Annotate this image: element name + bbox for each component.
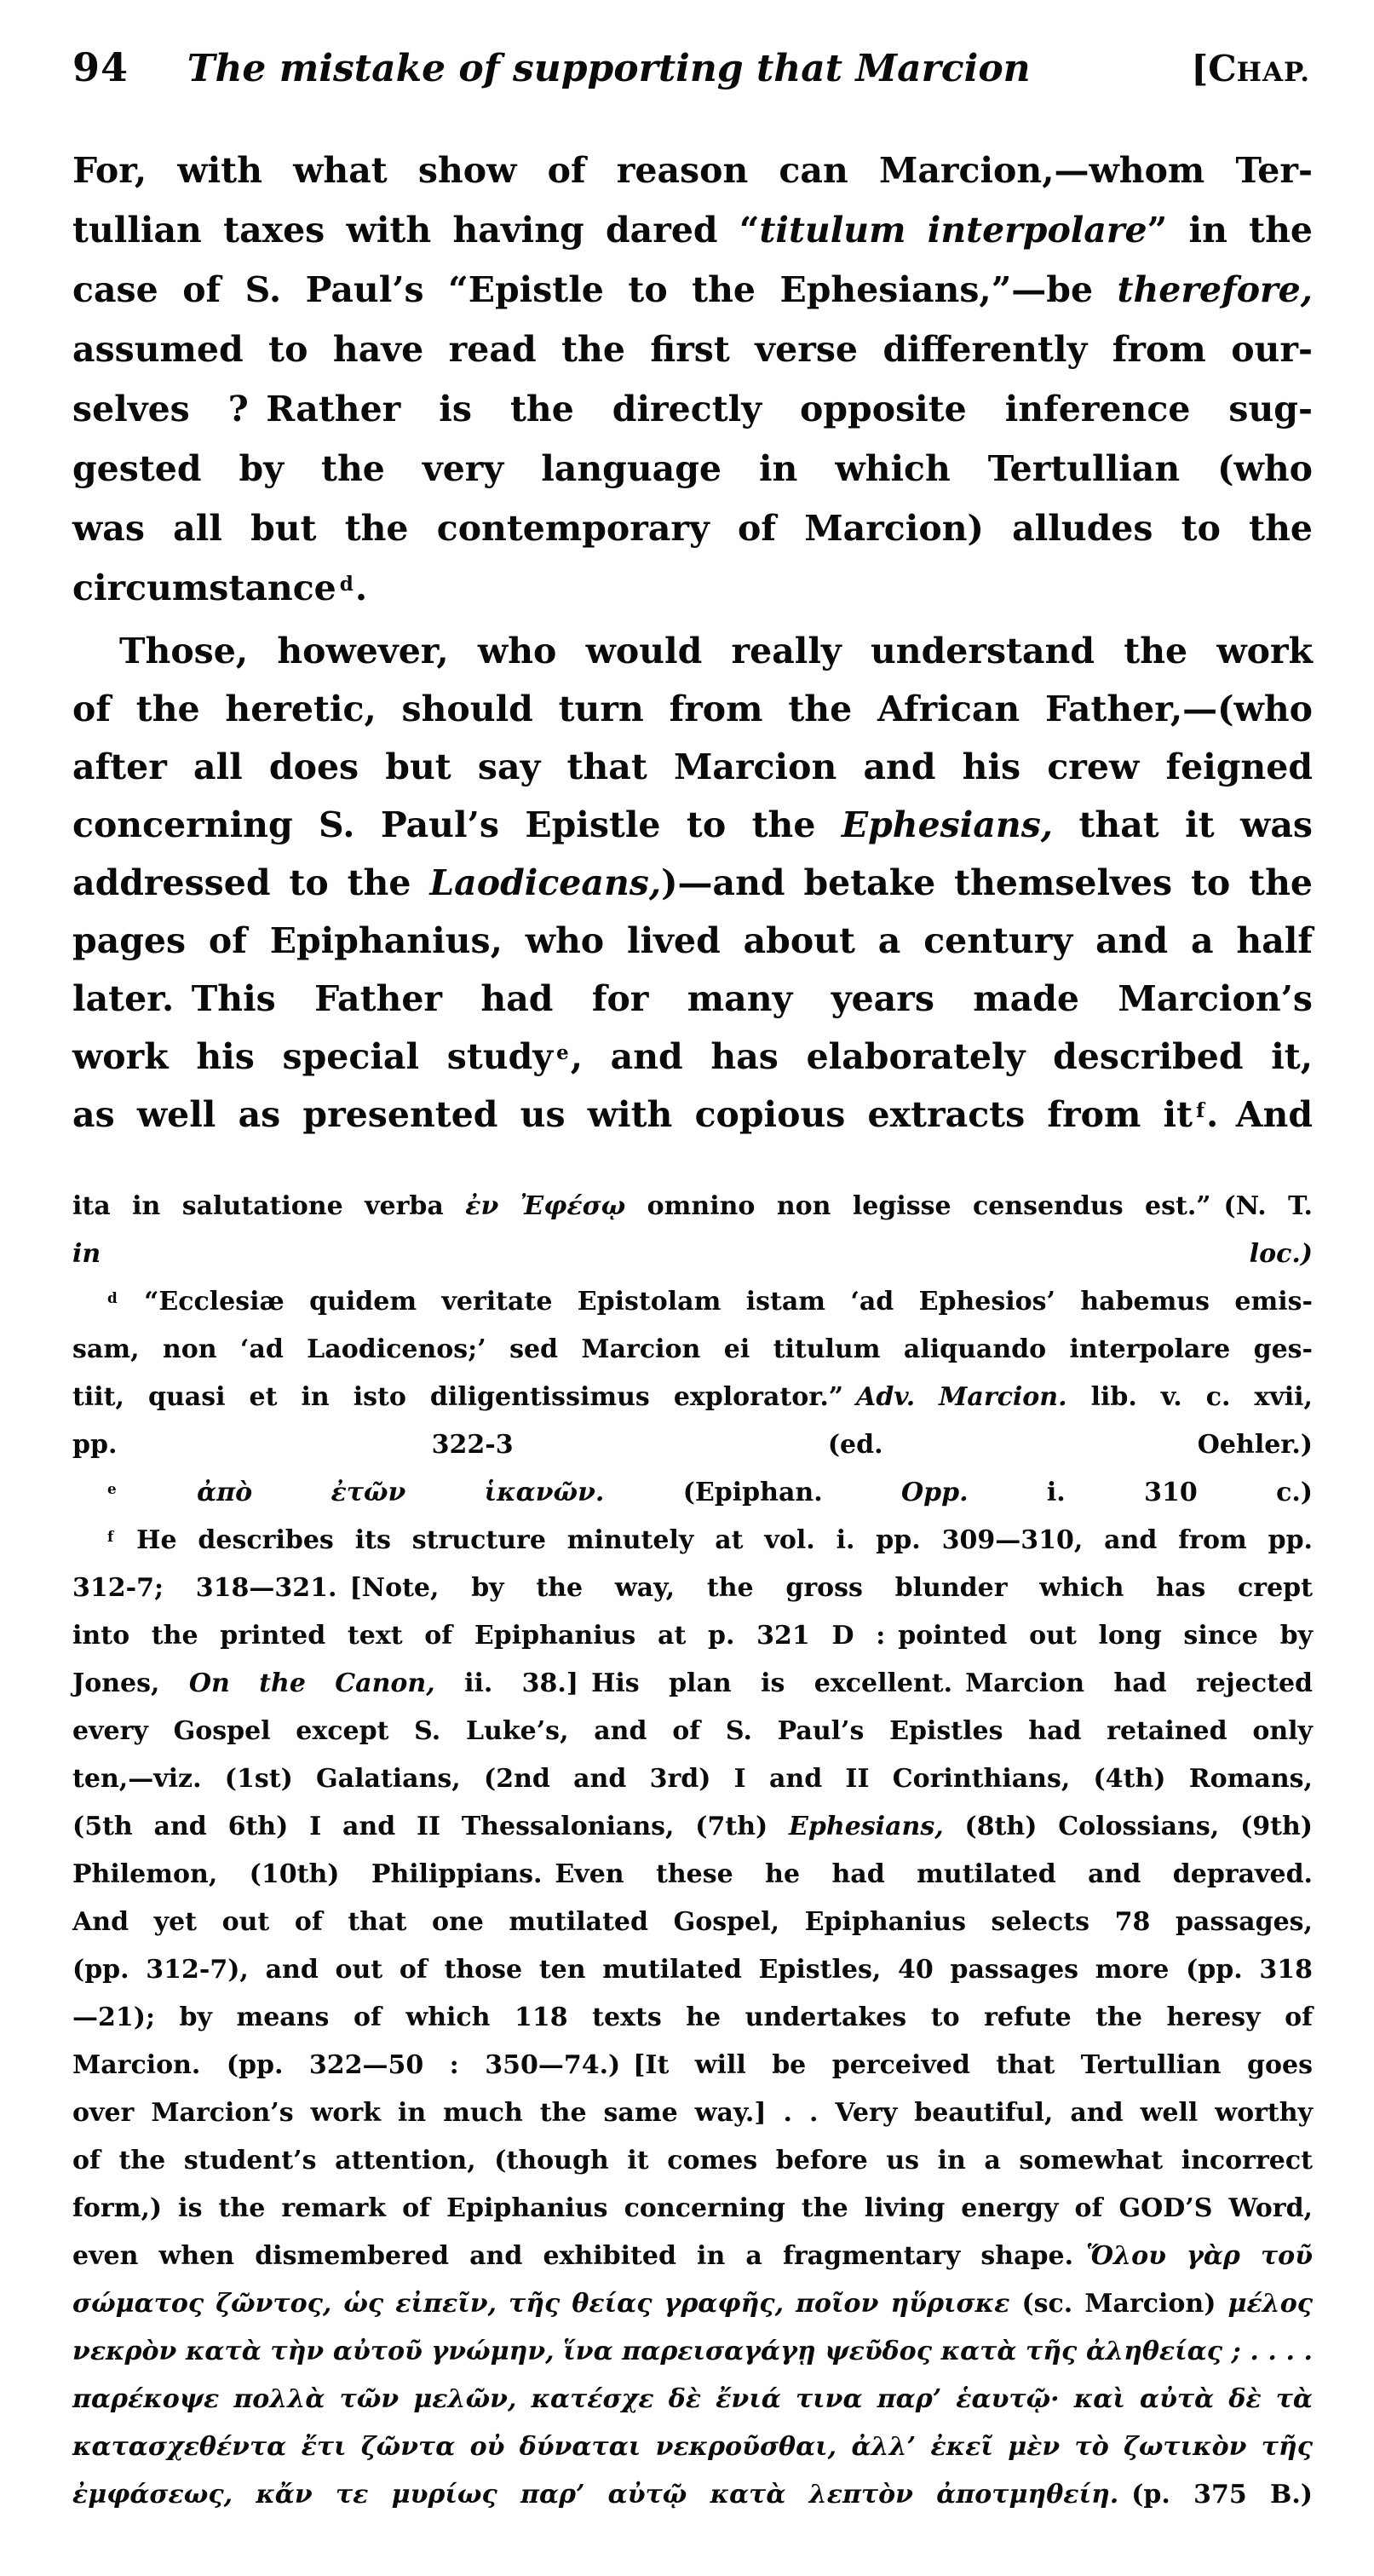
text-line: selves ? Rather is the directly opposite inference sug- [72, 389, 1313, 429]
page-number: 94 [72, 44, 129, 90]
chapter-label-smallcaps: HAP. [1236, 57, 1310, 88]
text-line: over Marcion’s work in much the same way.] . . Very beautiful, and well worthy [72, 2098, 1313, 2128]
text-line: concerning S. Paul’s Epistle to the Ephesians, that it was [72, 804, 1314, 845]
text-line: ita in salutatione verba ἐν Ἐφέσῳ omnino non legisse censendus est.” (N. T. [72, 1191, 1313, 1221]
text-line: every Gospel except S. Luke’s, and of S. Paul’s Epistles had retained only [72, 1716, 1313, 1746]
text-line: Jones, On the Canon, ii. 38.] His plan is excellent. Marcion had rejected [72, 1668, 1314, 1698]
text-line: Philemon, (10th) Philippians. Even these he had mutilated and depraved. [72, 1859, 1313, 1889]
text-line: pages of Epiphanius, who lived about a century and a half [72, 920, 1313, 961]
text-line: κατασχεθέντα ἔτι ζῶντα οὐ δύναται νεκροῦσθαι, ἀλλ’ ἐκεῖ μὲν τὸ ζωτικὸν τῆς [72, 2432, 1313, 2462]
text-line: even when dismembered and exhibited in a fragmentary shape. Ὅλου γὰρ τοῦ [72, 2241, 1314, 2271]
text-line: in loc.) [72, 1239, 1313, 1269]
text-line: ten,—viz. (1st) Galatians, (2nd and 3rd) I and II Corinthians, (4th) Romans, [72, 1764, 1313, 1794]
text-line: circumstance $^d$. [72, 568, 368, 608]
text-line: νεκρὸν κατὰ τὴν αὐτοῦ γνώμην, ἵνα παρεισαγάγῃ ψεῦδος κατὰ τῆς ἀληθείας ; . . . . [72, 2337, 1313, 2366]
text-line: form,) is the remark of Epiphanius concerning the living energy of GOD’S Word, [72, 2193, 1313, 2223]
text-line: And yet out of that one mutilated Gospel, Epiphanius selects 78 passages, [72, 1907, 1313, 1937]
footnote-marker: e [556, 1040, 569, 1064]
text-line: Those, however, who would really understand the work [119, 631, 1313, 671]
text-line: tullian taxes with having dared “titulum interpolare” in the [72, 210, 1314, 251]
text-line: —21); by means of which 118 texts he undertakes to refute the heresy of [72, 2003, 1313, 2032]
text-line: into the printed text of Epiphanius at p. 321 D : pointed out long since by [72, 1621, 1313, 1651]
text-line: gested by the very language in which Tertullian (who [72, 448, 1313, 489]
text-line: παρέκοψε πολλὰ τῶν μελῶν, κατέσχε δὲ ἔνιά τινα παρ’ ἑαυτῷ· καὶ αὐτὰ δὲ τὰ [72, 2384, 1313, 2414]
text-line: pp. 322-3 (ed. Oehler.) [72, 1430, 1313, 1460]
text-line: tiit, quasi et in isto diligentissimus explorator.” Adv. Marcion. lib. v. c. xvii, [72, 1382, 1313, 1412]
text-line: as well as presented us with copious extracts from it $^f$. And [72, 1094, 1313, 1135]
text-line: sam, non ‘ad Laodicenos;’ sed Marcion ei titulum aliquando interpolare ges- [72, 1334, 1313, 1364]
text-line: $^d$ “Ecclesiæ quidem veritate Epistolam istam ‘ad Ephesios’ habemus emis- [107, 1287, 1313, 1317]
text-line: after all does but say that Marcion and his crew feigned [72, 746, 1313, 787]
text-line: Marcion. (pp. 322—50 : 350—74.) [It will be perceived that Tertullian goes [72, 2050, 1313, 2080]
footnote-block [72, 1183, 1313, 2519]
text-line: of the heretic, should turn from the African Father,—(who [72, 689, 1313, 729]
text-line: For, with what show of reason can Marcion,—whom Ter- [72, 150, 1313, 191]
text-line: ἐμφάσεως, κἄν τε μυρίως παρ’ αὐτῷ κατὰ λεπτὸν ἀποτμηθείη. (p. 375 B.) [72, 2480, 1313, 2510]
text-line: addressed to the Laodiceans,)—and betake themselves to the [72, 862, 1313, 903]
footnote-marker: f [107, 1527, 114, 1545]
text-line: 312-7; 318—321. [Note, by the way, the gross blunder which has crept [72, 1573, 1313, 1603]
chapter-label [1191, 48, 1310, 89]
text-line: work his special study $^e$, and has elaborately described it, [72, 1036, 1313, 1077]
text-line: case of S. Paul’s “Epistle to the Ephesians,”—be therefore, [72, 269, 1313, 310]
footnote-marker: e [107, 1479, 117, 1497]
footnote-marker: f [1196, 1098, 1204, 1122]
text-line: σώματος ζῶντος, ὡς εἰπεῖν, τῆς θείας γραφῆς, ποῖον ηὕρισκε (sc. Marcion) μέλος [72, 2289, 1313, 2319]
running-title: The mistake of supporting that Marcion [187, 47, 1031, 90]
text-line: $^f$ He describes its structure minutely at vol. i. pp. 309—310, and from pp. [107, 1525, 1313, 1555]
text-line: $^e$ ἀπὸ ἐτῶν ἱκανῶν. (Epiphan. Opp. i. 310 c.) [107, 1478, 1313, 1507]
text-line: was all but the contemporary of Marcion) alludes to the [72, 508, 1313, 549]
main-paragraph-2 [72, 622, 1313, 1144]
page-header [72, 44, 1310, 99]
chapter-label-bracket: [C [1191, 48, 1237, 89]
text-line: assumed to have read the first verse differently from our- [72, 329, 1313, 370]
text-line: (5th and 6th) I and II Thessalonians, (7th) Ephesians, (8th) Colossians, (9th) [72, 1812, 1314, 1841]
text-line: later. This Father had for many years made Marcion’s [72, 978, 1313, 1019]
main-paragraph-1 [72, 141, 1313, 618]
text-line: of the student’s attention, (though it comes before us in a somewhat incorrect [72, 2146, 1313, 2175]
text-line: (pp. 312-7), and out of those ten mutilated Epistles, 40 passages more (pp. 318 [72, 1955, 1313, 1985]
footnote-marker: d [339, 572, 354, 596]
footnote-marker: d [107, 1288, 118, 1306]
